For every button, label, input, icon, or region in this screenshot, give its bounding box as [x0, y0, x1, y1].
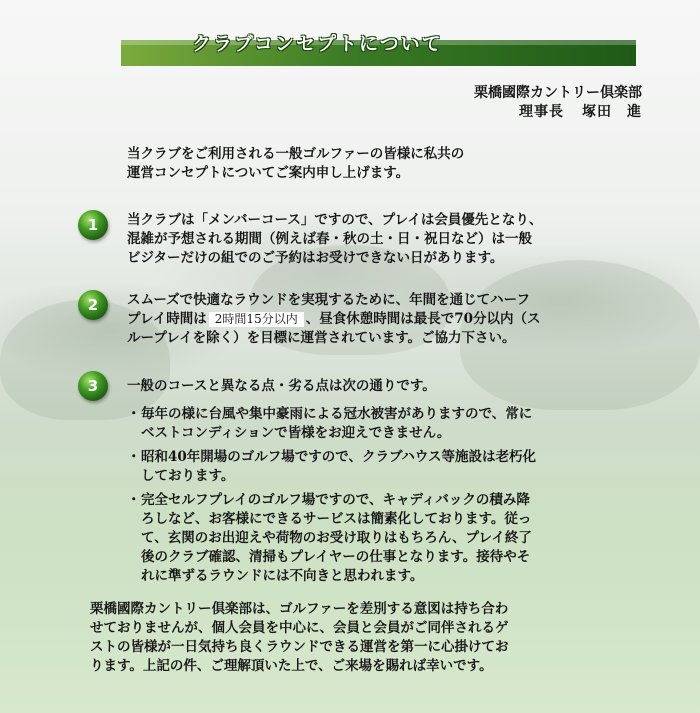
bullet-line: て、玄関のお出迎えや荷物のお受け取りはもちろん、プレイ終了 [141, 530, 532, 546]
point-3-bullet [127, 491, 536, 586]
intro-line: 運営コンセプトについてご案内申し上げます。 [127, 165, 410, 181]
point-3-bullet [127, 448, 536, 486]
bullet-line: れに準ずるラウンドには不向きと思われます。 [141, 568, 424, 584]
bullet-mark: ・ [127, 449, 141, 465]
point-1-text [127, 211, 542, 268]
club-name: 栗橋國際カントリー倶楽部 [474, 85, 642, 101]
point-2-line2-after: 、昼食休憩時間は最長で70分以内（ス [305, 311, 541, 327]
bullet-mark: ・ [127, 406, 141, 422]
signature-block [474, 84, 642, 122]
point-2-badge: 2 [78, 290, 108, 320]
point-2-line2-before: プレイ時間は [127, 311, 207, 327]
point-2-line [127, 310, 541, 329]
bullet-line: 毎年の様に台風や集中豪雨による冠水被害がありますので、常に [141, 406, 533, 422]
intro-line: 当クラブをご利用される一般ゴルファーの皆様に私共の [127, 146, 465, 162]
bullet-line: しております。 [141, 468, 235, 484]
closing-line: ります。上記の件、ご理解頂いた上で、ご来場を賜れば幸いです。 [90, 658, 493, 674]
bullet-line: 完全セルフプレイのゴルフ場ですので、キャディバックの積み降 [141, 492, 530, 508]
point-1-line: 混雑が予想される期間（例えば春・秋の土・日・祝日など）は一般 [127, 231, 532, 247]
point-2-text [127, 291, 541, 348]
closing-line: ストの皆様が一日気持ち良くラウンドできる運営を第一に心掛けてお [90, 639, 509, 655]
bullet-line: 昭和40年開場のゴルフ場ですので、クラブハウス等施設は老朽化 [141, 449, 537, 465]
page-title: クラブコンセプトについて [192, 33, 443, 55]
point-3-bullet [127, 405, 536, 443]
chairman-name: 塚田 進 [582, 104, 642, 120]
point-2-line: スムーズで快適なラウンドを実現するために、年間を通じてハーフ [127, 292, 530, 308]
point-3-lead: 一般のコースと異なる点・劣る点は次の通りです。 [127, 378, 436, 394]
closing-line: 栗橋國際カントリー倶楽部は、ゴルファーを差別する意図は持ち合わ [90, 601, 509, 617]
point-1-line: ビジターだけの組でのご予約はお受けできない日があります。 [127, 250, 504, 266]
point-1-badge: 1 [78, 210, 108, 240]
chairman-line [474, 103, 642, 122]
closing-paragraph [90, 600, 509, 676]
bullet-line: 後のクラブ確認、清掃もプレイヤーの仕事となります。接待やそ [141, 549, 531, 565]
bullet-line: ベストコンディションで皆様をお迎えできません。 [141, 425, 451, 441]
point-2-line: ループレイを除く）を目標に運営されています。ご協力下さい。 [127, 330, 516, 346]
point-3-badge: 3 [78, 371, 108, 401]
bullet-line: ろしなど、お客様にできるサービスは簡素化しております。従っ [141, 511, 532, 527]
chairman-title: 理事長 [519, 104, 564, 120]
point-1-line: 当クラブは「メンバーコース」ですので、プレイは会員優先となり、 [127, 212, 543, 228]
bullet-mark: ・ [127, 492, 141, 508]
closing-line: せておりませんが、個人会員を中心に、会員と会員がご同伴されるゲ [90, 620, 509, 636]
intro-paragraph [127, 145, 464, 183]
half-play-time-box: 2時間15分以内 [209, 312, 304, 327]
point-3-text [127, 377, 536, 586]
